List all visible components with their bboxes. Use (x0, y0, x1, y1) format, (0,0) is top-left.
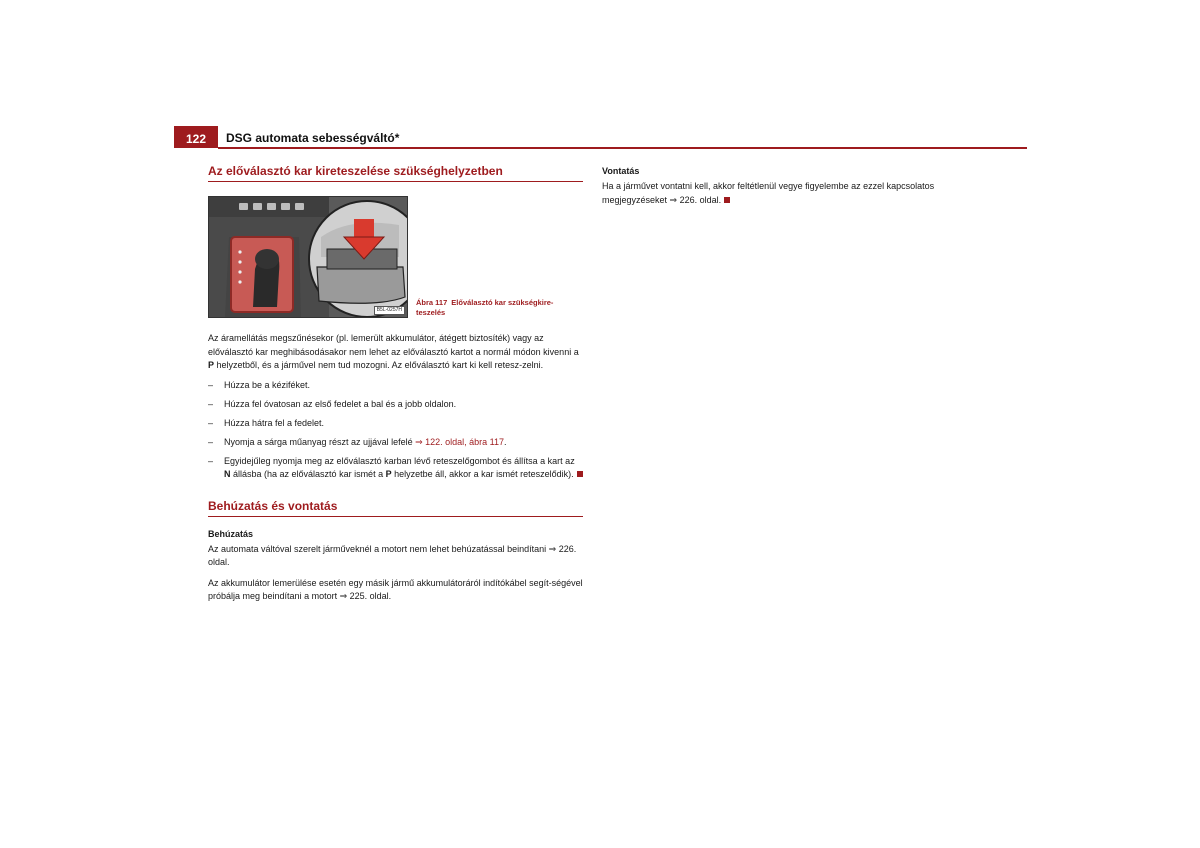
figure-caption-label: Ábra 117 (416, 298, 448, 307)
list-item: – Húzza fel óvatosan az első fedelet a bal és a jobb oldalon. (208, 398, 457, 409)
section-end-mark-icon (577, 471, 583, 477)
page-header (174, 126, 1027, 150)
towing-paragraph: Ha a járművet vontatni kell, akkor feltétlenül vegye figyelembe az ezzel kapcsolatos megjegyzéseket ⇒ 226. oldal. (602, 181, 935, 205)
figure-code: B5L-0257H (374, 306, 405, 315)
section-end-mark-icon (724, 197, 730, 203)
subtitle-towing: Vontatás (602, 166, 640, 176)
list-item: – Egyidejűleg nyomja meg az előválasztó karban lévő reteszelőgombot és állítsa a kart az N állásba (ha az előválasztó kar ismét a P helyzetbe áll, akkor a kar ismét reteszelődik). (208, 455, 583, 482)
tow-start-paragraph-1: Az automata váltóval szerelt járműveknél a motort nem lehet behúzatással beindítani ⇒ 226. oldal. (208, 543, 577, 567)
tow-start-paragraph-2: Az akkumulátor lemerülése esetén egy másik jármű akkumulátoráról indítókábel segít-ségével próbálja meg beindítani a motort ⇒ 225. oldal. (208, 577, 583, 601)
left-column (208, 163, 583, 604)
steps-list (208, 379, 583, 482)
right-column (602, 163, 982, 207)
figure-caption-text: Előválasztó kar szükségkire-teszelés (416, 298, 554, 317)
list-item: – Nyomja a sárga műanyag részt az ujjával lefelé ⇒ 122. oldal, ábra 117. (208, 436, 507, 447)
chapter-title: DSG automata sebességváltó* (226, 131, 400, 145)
list-item: – Húzza hátra fel a fedelet. (208, 417, 325, 428)
cross-reference-link[interactable]: ⇒ 122. oldal, ábra 117 (415, 436, 505, 447)
figure-row (208, 196, 583, 318)
section-title-towing: Behúzatás és vontatás (208, 498, 583, 517)
header-rule (218, 147, 1027, 149)
figure-117-image (208, 196, 408, 318)
section-title-emergency-release: Az előválasztó kar kireteszelése szükséghelyzetben (208, 163, 583, 182)
subtitle-tow-start: Behúzatás (208, 528, 254, 539)
gear-selector-illustration (209, 197, 407, 317)
intro-paragraph: Az áramellátás megszűnésekor (pl. lemerült akkumulátor, átégett biztosíték) vagy az előválasztó kar meghibásodásakor nem lehet az előválasztó kartot a normál módon kivenni a P helyzetből, és a járművel nem tud mozogni. Az előválasztó kart ki kell retesz-zelni. (208, 333, 579, 370)
page-number: 122 (174, 126, 218, 148)
figure-caption (416, 298, 581, 318)
list-item: – Húzza be a kéziféket. (208, 379, 311, 390)
